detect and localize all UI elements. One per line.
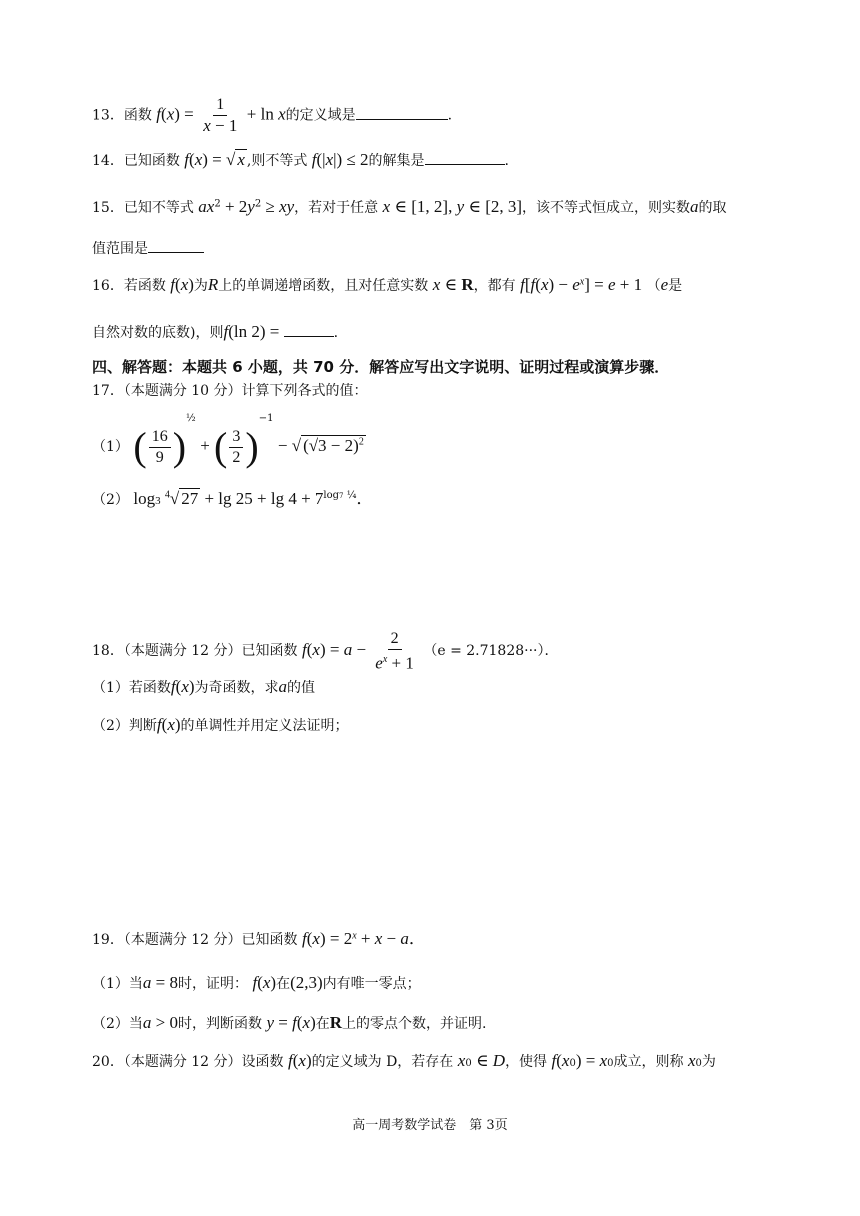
answer-blank bbox=[284, 322, 334, 337]
section-heading: 四、解答题：本题共 6 小题，共 70 分．解答应写出文字说明、证明过程或演算步骤． bbox=[92, 358, 670, 376]
answer-blank bbox=[425, 150, 505, 165]
question-15: 15．已知不等式 $ax^2 + 2y^2$ ≥ xy，若对于任意 x ∈ [1, 2], y ∈ [2, 3]，该不等式恒成立，则实数a的取 bbox=[92, 197, 727, 216]
question-19: 19．（本题满分 12 分）已知函数 $f(x) = 2^x + x - a$． bbox=[92, 929, 426, 948]
question-18: 18．（本题满分 12 分）已知函数 f(x) = a − $\frac{2}{e^x + 1}$ （e = 2.71828···）． bbox=[92, 630, 559, 673]
answer-blank bbox=[148, 238, 204, 253]
question-18-part1: （1）若函数f(x)为奇函数，求a的值 bbox=[92, 677, 316, 696]
question-16: 16．若函数 f(x)为R上的单调递增函数，且对任意实数 x ∈ R，都有 $f[f(x) - e^x] = e + 1$ （e是 bbox=[92, 275, 683, 294]
question-14: 14．已知函数 f(x) = √ x ,则不等式 f(|x|) ≤ 2的解集是 . bbox=[92, 150, 509, 169]
question-17-part2: （2） log3 $^4$√ $27 + \lg 25 + \lg 4 + 7^{log7 \frac{1}{4}}$． bbox=[92, 489, 374, 508]
question-15-line2: 值范围是 bbox=[92, 238, 204, 256]
answer-blank bbox=[356, 105, 448, 120]
question-19-part2: （2）当a > 0时，判断函数 y = f(x)在R上的零点个数，并证明. bbox=[92, 1013, 487, 1032]
question-13: 13．函数 f(x) = $\frac{1}{x - 1}$ + ln x的定义域是 . bbox=[92, 96, 453, 135]
question-16-line2: 自然对数的底数)，则f(ln 2) = . bbox=[92, 322, 339, 341]
question-19-part1: （1）当a = 8时，证明： f(x)在(2,3)内有唯一零点； bbox=[92, 973, 421, 992]
page-footer: 高一周考数学试卷 第 3页 bbox=[352, 1118, 508, 1133]
question-17: 17．（本题满分 10 分）计算下列各式的值： bbox=[92, 383, 368, 399]
question-18-part2: （2）判断f(x)的单调性并用定义法证明； bbox=[92, 715, 349, 734]
question-20: 20．（本题满分 12 分）设函数 f(x)的定义域为 D，若存在 x0 ∈ D，使得 f(x0) = x0成立，则称 x0为 bbox=[92, 1051, 716, 1070]
question-17-part1: （1） ( $\frac{16}{9}$ )$^{\frac{1}{2}}$ + ( $\frac{3}{2}$ )$^{-1}$ − √ $(√3 - 2)^2$ bbox=[92, 413, 364, 469]
fraction: $\frac{1}{x - 1}$ bbox=[203, 96, 238, 135]
